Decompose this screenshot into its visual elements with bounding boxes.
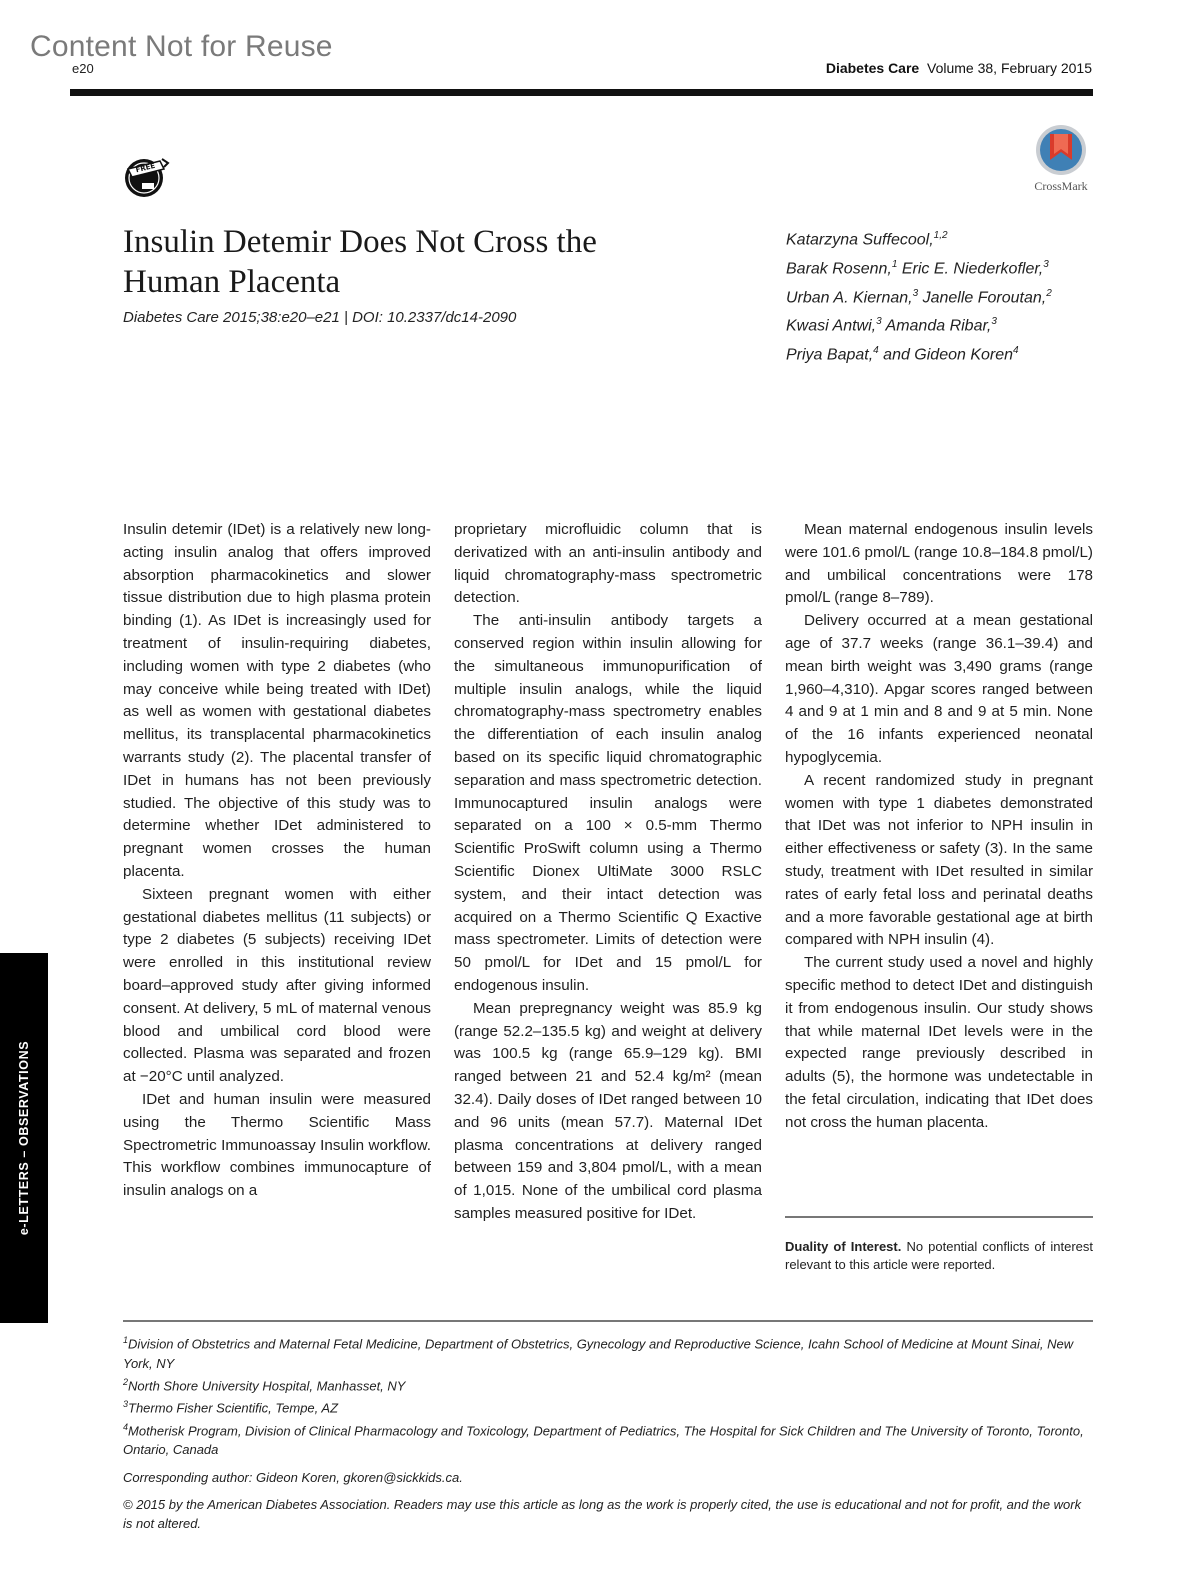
author-name: and Gideon Koren <box>878 346 1014 364</box>
author-name: Priya Bapat, <box>786 346 874 364</box>
author-affiliation: 3 <box>912 287 919 299</box>
author-line <box>786 339 1116 368</box>
paragraph: Delivery occurred at a mean gestational age of 37.7 weeks (range 36.1–39.4) and mean birth weight was 3,490 grams (range 1,960–4,310). Apgar scores ranged between 4 and 9 at 1 min and 8 and 9 at 5 min. None of the 16 infants experienced neonatal hypoglycemia. <box>785 612 1093 766</box>
author-name: Amanda Ribar, <box>881 317 992 335</box>
duality-rule <box>785 1216 1093 1218</box>
paragraph: Insulin detemir (IDet) is a relatively new long-acting insulin analog that offers improved absorption pharmacokinetics and slower tissue distribution due to high plasma protein binding (1). As IDet is increasingly used for treatment of insulin-requiring diabetes, including women with type 2 diabetes (who may conceive while being treated with IDet) as well as women with gestational diabetes mellitus, its transplacental pharmacokinetics warrants study (2). The placental transfer of IDet in humans has not been previously studied. The objective of this study was to determine whether IDet administered to pregnant women crosses the human placenta. <box>123 521 431 880</box>
author-name: Janelle Foroutan, <box>918 288 1047 306</box>
page-number: e20 <box>72 61 94 76</box>
citation: Diabetes Care 2015;38:e20–e21 | DOI: 10.2337/dc14-2090 <box>123 309 517 326</box>
paragraph: proprietary microfluidic column that is derivatized with an anti-insulin antibody and liquid chromatography-mass spectrometric detection. <box>454 521 762 607</box>
header-rule <box>70 89 1093 96</box>
paragraph: Mean prepregnancy weight was 85.9 kg (range 52.2–135.5 kg) and weight at delivery was 100.5 kg (range 65.9–129 kg). BMI ranged between 21 and 52.4 kg/m² (mean 32.4). Daily doses of IDet ranged between 10 and 96 units (mean 57.7). Maternal IDet plasma concentrations at delivery ranged between 159 and 3,804 pmol/L, with a mean of 1,015. None of the umbilical cord plasma samples measured positive for IDet. <box>454 999 762 1222</box>
journal-header <box>826 60 1092 76</box>
paragraph: IDet and human insulin were measured using the Thermo Scientific Mass Spectrometric Immunoassay Insulin workflow. This workflow combines immunocapture of insulin analogs on a <box>123 1090 431 1200</box>
title-line-1: Insulin Detemir Does Not Cross the <box>123 224 597 260</box>
duality-text: No potential conflicts of interest relevant to this article were reported. <box>785 1239 1093 1272</box>
paragraph: The anti-insulin antibody targets a conserved region within insulin allowing for the simultaneous immunopurification of multiple insulin analogs, while the liquid chromatography-mass spectrometry enables the differentiation of each insulin analog based on its specific liquid chromatographic separation and mass spectrometric detection. Immunocaptured insulin analogs were separated on a 100 × 0.5-mm Thermo Scientific ProSwift column using a Thermo Scientific Dionex UltiMate 3000 RSLC system, and their intact detection was acquired on a Thermo Scientific Q Exactive mass spectrometer. Limits of detection were 50 pmol/L for IDet and 15 pmol/L for endogenous insulin. <box>454 612 762 994</box>
affiliation-3: $^3$Thermo Fisher Scientific, Tempe, AZ <box>123 1399 339 1416</box>
free-access-icon <box>122 155 170 199</box>
journal-issue: Volume 38, February 2015 <box>927 60 1092 76</box>
section-sidebar <box>0 953 48 1323</box>
section-label: e-LETTERS – OBSERVATIONS <box>17 1040 31 1236</box>
paragraph: Sixteen pregnant women with either gestational diabetes mellitus (11 subjects) or type 2 diabetes (5 subjects) receiving IDet were enrolled in this institutional review board–approved study after giving informed consent. At delivery, 5 mL of maternal venous blood and umbilical cord blood were collected. Plasma was separated and frozen at −20°C until analyzed. <box>123 885 431 1086</box>
svg-text:FREE: FREE <box>134 161 157 175</box>
author-line <box>786 224 1116 253</box>
affiliation-4: $^4$Motherisk Program, Division of Clinical Pharmacology and Toxicology, Department of Pediatrics, The Hospital for Sick Children and The University of Toronto, Toronto, Ontario, Canada <box>123 1421 1084 1458</box>
crossmark-badge[interactable] <box>1028 122 1094 194</box>
author-name: Barak Rosenn, <box>786 260 892 278</box>
footnote-rule <box>123 1320 1093 1322</box>
author-name: Kwasi Antwi, <box>786 317 877 335</box>
article-title <box>123 222 723 302</box>
author-name: Urban A. Kiernan, <box>786 288 913 306</box>
author-list <box>786 224 1116 368</box>
footnotes <box>123 1331 1093 1533</box>
author-affiliation: 4 <box>1013 345 1019 357</box>
author-affiliation: 3 <box>991 316 997 328</box>
author-affiliation: 1 <box>891 258 898 270</box>
author-affiliation: 1,2 <box>933 230 948 241</box>
body-column-2 <box>454 519 762 1226</box>
body-column-1 <box>123 519 431 1203</box>
author-line <box>786 253 1116 282</box>
author-line <box>786 282 1116 311</box>
title-line-2: Human Placenta <box>123 264 341 300</box>
corresponding-author: Corresponding author: Gideon Koren, gkoren@sickkids.ca. <box>123 1469 463 1485</box>
author-name: Eric E. Niederkofler, <box>897 260 1044 278</box>
crossmark-label: CrossMark <box>1034 179 1088 193</box>
author-line <box>786 310 1116 339</box>
watermark: Content Not for Reuse <box>30 30 333 63</box>
paragraph: Mean maternal endogenous insulin levels were 101.6 pmol/L (range 10.8–184.8 pmol/L) and umbilical concentrations were 178 pmol/L (range 8–789). <box>785 521 1093 607</box>
copyright-notice: © 2015 by the American Diabetes Association. Readers may use this article as long as the work is properly cited, the use is educational and not for profit, and the work is not altered. <box>123 1496 1082 1531</box>
crossmark-icon <box>1032 122 1090 176</box>
author-affiliation: 3 <box>1043 258 1049 270</box>
paragraph: A recent randomized study in pregnant women with type 1 diabetes demonstrated that IDet was not inferior to NPH insulin in either effectiveness or safety (3). In the same study, treatment with IDet resulted in similar rates of early fetal loss and perinatal deaths and a more favorable gestational age at birth compared with NPH insulin (4). <box>785 771 1093 949</box>
author-affiliation: 2 <box>1046 287 1052 299</box>
author-affiliation: 3 <box>876 316 882 328</box>
affiliation-2: $^2$North Shore University Hospital, Manhasset, NY <box>123 1376 406 1394</box>
duality-label: Duality of Interest. <box>785 1239 902 1254</box>
paragraph: The current study used a novel and highly specific method to detect IDet and distinguish it from endogenous insulin. Our study shows that while maternal IDet levels were in the expected range previously described in adults (5), the hormone was undetectable in the fetal circulation, indicating that IDet does not cross the human placenta. <box>785 954 1093 1131</box>
affiliation-1: $^1$Division of Obstetrics and Maternal Fetal Medicine, Department of Obstetrics, Gynecology and Reproductive Science, Icahn School of Medicine at Mount Sinai, New York, NY <box>123 1335 1074 1371</box>
body-column-3 <box>785 519 1093 1135</box>
author-affiliation: 4 <box>873 345 879 357</box>
journal-name: Diabetes Care <box>825 60 920 76</box>
duality-of-interest <box>785 1238 1093 1274</box>
author-name: Katarzyna Suffecool, <box>786 231 934 249</box>
